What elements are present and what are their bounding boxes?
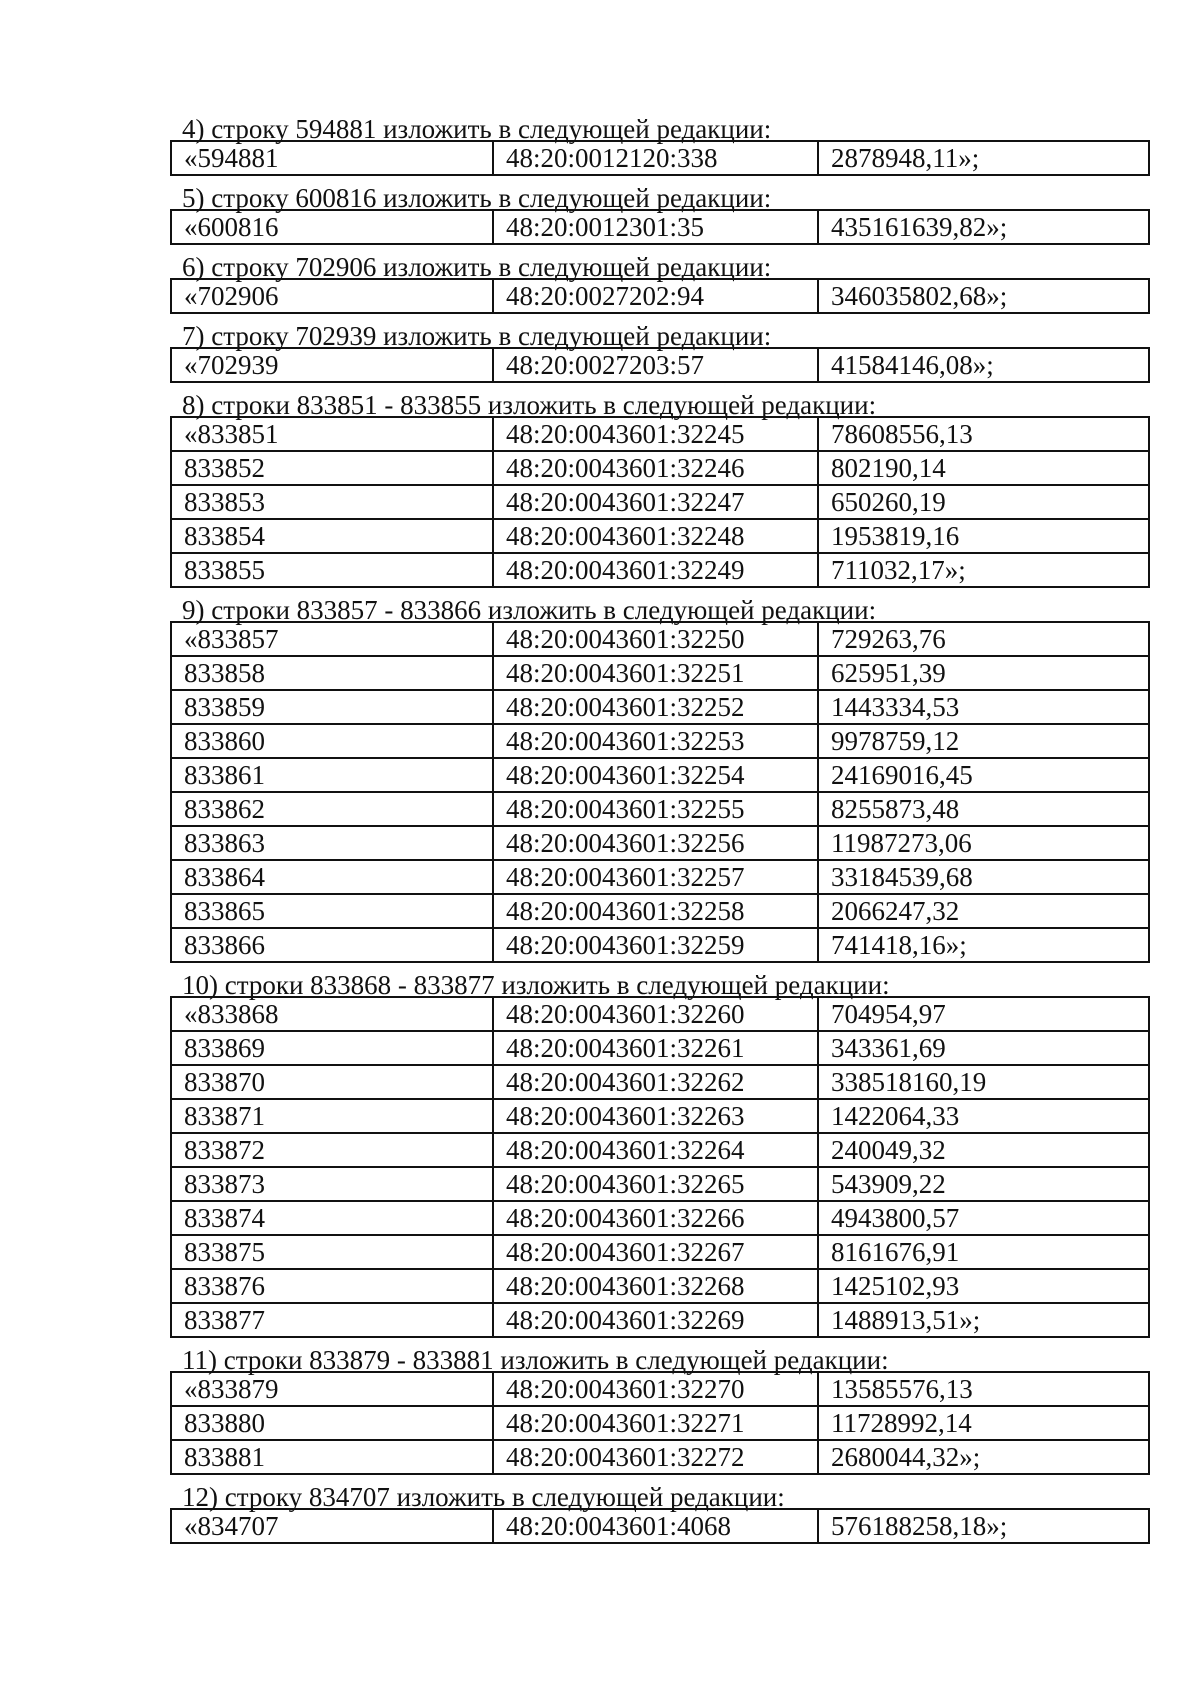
cadastral-number-cell: 48:20:0012120:338 bbox=[493, 141, 818, 175]
amendment-block bbox=[170, 1475, 1148, 1544]
value-cell: 338518160,19 bbox=[818, 1065, 1149, 1099]
value-cell: 2066247,32 bbox=[818, 894, 1149, 928]
row-number-cell: «702906 bbox=[171, 279, 493, 313]
table-row bbox=[171, 622, 1149, 656]
cadastral-number-cell: 48:20:0043601:32270 bbox=[493, 1372, 818, 1406]
row-number-cell: 833864 bbox=[171, 860, 493, 894]
cadastral-number-cell: 48:20:0043601:4068 bbox=[493, 1509, 818, 1543]
value-cell: 576188258,18»; bbox=[818, 1509, 1149, 1543]
value-cell: 9978759,12 bbox=[818, 724, 1149, 758]
value-cell: 13585576,13 bbox=[818, 1372, 1149, 1406]
row-number-cell: 833877 bbox=[171, 1303, 493, 1337]
cadastral-number-cell: 48:20:0043601:32268 bbox=[493, 1269, 818, 1303]
row-number-cell: 833860 bbox=[171, 724, 493, 758]
table-row bbox=[171, 519, 1149, 553]
table-row bbox=[171, 1167, 1149, 1201]
amendment-heading: 12) строку 834707 изложить в следующей редакции: bbox=[182, 1482, 785, 1512]
cadastral-number-cell: 48:20:0043601:32251 bbox=[493, 656, 818, 690]
table-row bbox=[171, 1440, 1149, 1474]
table-row bbox=[171, 758, 1149, 792]
cadastral-number-cell: 48:20:0043601:32254 bbox=[493, 758, 818, 792]
value-cell: 240049,32 bbox=[818, 1133, 1149, 1167]
row-number-cell: «833879 bbox=[171, 1372, 493, 1406]
row-number-cell: «833851 bbox=[171, 417, 493, 451]
table-row bbox=[171, 417, 1149, 451]
row-number-cell: 833852 bbox=[171, 451, 493, 485]
row-number-cell: 833853 bbox=[171, 485, 493, 519]
cadastral-number-cell: 48:20:0043601:32271 bbox=[493, 1406, 818, 1440]
cadastral-number-cell: 48:20:0043601:32255 bbox=[493, 792, 818, 826]
amendment-table bbox=[170, 996, 1150, 1338]
row-number-cell: «833868 bbox=[171, 997, 493, 1031]
table-row bbox=[171, 553, 1149, 587]
table-row bbox=[171, 1509, 1149, 1543]
amendment-block bbox=[170, 1338, 1148, 1475]
cadastral-number-cell: 48:20:0043601:32253 bbox=[493, 724, 818, 758]
cadastral-number-cell: 48:20:0043601:32269 bbox=[493, 1303, 818, 1337]
cadastral-number-cell: 48:20:0043601:32265 bbox=[493, 1167, 818, 1201]
amendment-heading: 7) строку 702939 изложить в следующей редакции: bbox=[182, 321, 772, 351]
value-cell: 625951,39 bbox=[818, 656, 1149, 690]
value-cell: 1443334,53 bbox=[818, 690, 1149, 724]
value-cell: 1953819,16 bbox=[818, 519, 1149, 553]
row-number-cell: 833880 bbox=[171, 1406, 493, 1440]
row-number-cell: 833865 bbox=[171, 894, 493, 928]
row-number-cell: 833869 bbox=[171, 1031, 493, 1065]
amendment-heading: 10) строки 833868 - 833877 изложить в следующей редакции: bbox=[182, 970, 890, 1000]
table-row bbox=[171, 826, 1149, 860]
value-cell: 78608556,13 bbox=[818, 417, 1149, 451]
row-number-cell: 833881 bbox=[171, 1440, 493, 1474]
value-cell: 8255873,48 bbox=[818, 792, 1149, 826]
table-row bbox=[171, 1235, 1149, 1269]
value-cell: 543909,22 bbox=[818, 1167, 1149, 1201]
value-cell: 343361,69 bbox=[818, 1031, 1149, 1065]
value-cell: 1488913,51»; bbox=[818, 1303, 1149, 1337]
row-number-cell: 833872 bbox=[171, 1133, 493, 1167]
amendment-block bbox=[170, 383, 1148, 588]
cadastral-number-cell: 48:20:0043601:32267 bbox=[493, 1235, 818, 1269]
cadastral-number-cell: 48:20:0043601:32263 bbox=[493, 1099, 818, 1133]
amendment-block bbox=[170, 245, 1148, 314]
value-cell: 802190,14 bbox=[818, 451, 1149, 485]
cadastral-number-cell: 48:20:0043601:32258 bbox=[493, 894, 818, 928]
amendment-heading: 4) строку 594881 изложить в следующей редакции: bbox=[182, 114, 772, 144]
row-number-cell: «834707 bbox=[171, 1509, 493, 1543]
table-row bbox=[171, 348, 1149, 382]
table-row bbox=[171, 279, 1149, 313]
amendment-heading: 6) строку 702906 изложить в следующей редакции: bbox=[182, 252, 772, 282]
table-row bbox=[171, 1372, 1149, 1406]
row-number-cell: 833866 bbox=[171, 928, 493, 962]
amendment-heading: 5) строку 600816 изложить в следующей редакции: bbox=[182, 183, 772, 213]
table-row bbox=[171, 656, 1149, 690]
row-number-cell: 833855 bbox=[171, 553, 493, 587]
value-cell: 346035802,68»; bbox=[818, 279, 1149, 313]
amendment-heading: 11) строки 833879 - 833881 изложить в следующей редакции: bbox=[182, 1345, 889, 1375]
row-number-cell: 833859 bbox=[171, 690, 493, 724]
value-cell: 1425102,93 bbox=[818, 1269, 1149, 1303]
cadastral-number-cell: 48:20:0027202:94 bbox=[493, 279, 818, 313]
row-number-cell: «594881 bbox=[171, 141, 493, 175]
amendment-table bbox=[170, 1371, 1150, 1475]
value-cell: 24169016,45 bbox=[818, 758, 1149, 792]
cadastral-number-cell: 48:20:0043601:32248 bbox=[493, 519, 818, 553]
cadastral-number-cell: 48:20:0043601:32259 bbox=[493, 928, 818, 962]
value-cell: 41584146,08»; bbox=[818, 348, 1149, 382]
table-row bbox=[171, 724, 1149, 758]
row-number-cell: 833873 bbox=[171, 1167, 493, 1201]
value-cell: 1422064,33 bbox=[818, 1099, 1149, 1133]
row-number-cell: 833876 bbox=[171, 1269, 493, 1303]
table-row bbox=[171, 451, 1149, 485]
table-row bbox=[171, 792, 1149, 826]
value-cell: 435161639,82»; bbox=[818, 210, 1149, 244]
amendment-block bbox=[170, 107, 1148, 176]
cadastral-number-cell: 48:20:0027203:57 bbox=[493, 348, 818, 382]
cadastral-number-cell: 48:20:0043601:32266 bbox=[493, 1201, 818, 1235]
row-number-cell: «600816 bbox=[171, 210, 493, 244]
table-row bbox=[171, 997, 1149, 1031]
cadastral-number-cell: 48:20:0043601:32260 bbox=[493, 997, 818, 1031]
row-number-cell: 833861 bbox=[171, 758, 493, 792]
value-cell: 704954,97 bbox=[818, 997, 1149, 1031]
value-cell: 11987273,06 bbox=[818, 826, 1149, 860]
cadastral-number-cell: 48:20:0043601:32264 bbox=[493, 1133, 818, 1167]
amendment-block bbox=[170, 963, 1148, 1338]
value-cell: 729263,76 bbox=[818, 622, 1149, 656]
value-cell: 2680044,32»; bbox=[818, 1440, 1149, 1474]
row-number-cell: «702939 bbox=[171, 348, 493, 382]
row-number-cell: «833857 bbox=[171, 622, 493, 656]
amendment-block bbox=[170, 176, 1148, 245]
row-number-cell: 833862 bbox=[171, 792, 493, 826]
table-row bbox=[171, 860, 1149, 894]
row-number-cell: 833863 bbox=[171, 826, 493, 860]
row-number-cell: 833854 bbox=[171, 519, 493, 553]
amendment-list bbox=[170, 107, 1148, 1544]
row-number-cell: 833875 bbox=[171, 1235, 493, 1269]
cadastral-number-cell: 48:20:0043601:32250 bbox=[493, 622, 818, 656]
cadastral-number-cell: 48:20:0043601:32256 bbox=[493, 826, 818, 860]
cadastral-number-cell: 48:20:0043601:32257 bbox=[493, 860, 818, 894]
value-cell: 11728992,14 bbox=[818, 1406, 1149, 1440]
amendment-block bbox=[170, 588, 1148, 963]
value-cell: 711032,17»; bbox=[818, 553, 1149, 587]
table-row bbox=[171, 1133, 1149, 1167]
cadastral-number-cell: 48:20:0043601:32246 bbox=[493, 451, 818, 485]
row-number-cell: 833858 bbox=[171, 656, 493, 690]
amendment-heading: 8) строки 833851 - 833855 изложить в следующей редакции: bbox=[182, 390, 877, 420]
table-row bbox=[171, 1065, 1149, 1099]
amendment-block bbox=[170, 314, 1148, 383]
value-cell: 650260,19 bbox=[818, 485, 1149, 519]
table-row bbox=[171, 690, 1149, 724]
table-row bbox=[171, 1201, 1149, 1235]
value-cell: 8161676,91 bbox=[818, 1235, 1149, 1269]
row-number-cell: 833871 bbox=[171, 1099, 493, 1133]
table-row bbox=[171, 894, 1149, 928]
value-cell: 741418,16»; bbox=[818, 928, 1149, 962]
cadastral-number-cell: 48:20:0012301:35 bbox=[493, 210, 818, 244]
table-row bbox=[171, 1406, 1149, 1440]
table-row bbox=[171, 485, 1149, 519]
value-cell: 4943800,57 bbox=[818, 1201, 1149, 1235]
table-row bbox=[171, 141, 1149, 175]
table-row bbox=[171, 1031, 1149, 1065]
table-row bbox=[171, 210, 1149, 244]
cadastral-number-cell: 48:20:0043601:32245 bbox=[493, 417, 818, 451]
cadastral-number-cell: 48:20:0043601:32261 bbox=[493, 1031, 818, 1065]
cadastral-number-cell: 48:20:0043601:32272 bbox=[493, 1440, 818, 1474]
table-row bbox=[171, 1303, 1149, 1337]
amendment-table bbox=[170, 416, 1150, 588]
cadastral-number-cell: 48:20:0043601:32262 bbox=[493, 1065, 818, 1099]
cadastral-number-cell: 48:20:0043601:32247 bbox=[493, 485, 818, 519]
value-cell: 2878948,11»; bbox=[818, 141, 1149, 175]
amendment-table bbox=[170, 621, 1150, 963]
row-number-cell: 833874 bbox=[171, 1201, 493, 1235]
amendment-heading: 9) строки 833857 - 833866 изложить в следующей редакции: bbox=[182, 595, 877, 625]
cadastral-number-cell: 48:20:0043601:32249 bbox=[493, 553, 818, 587]
row-number-cell: 833870 bbox=[171, 1065, 493, 1099]
value-cell: 33184539,68 bbox=[818, 860, 1149, 894]
table-row bbox=[171, 928, 1149, 962]
cadastral-number-cell: 48:20:0043601:32252 bbox=[493, 690, 818, 724]
table-row bbox=[171, 1269, 1149, 1303]
table-row bbox=[171, 1099, 1149, 1133]
